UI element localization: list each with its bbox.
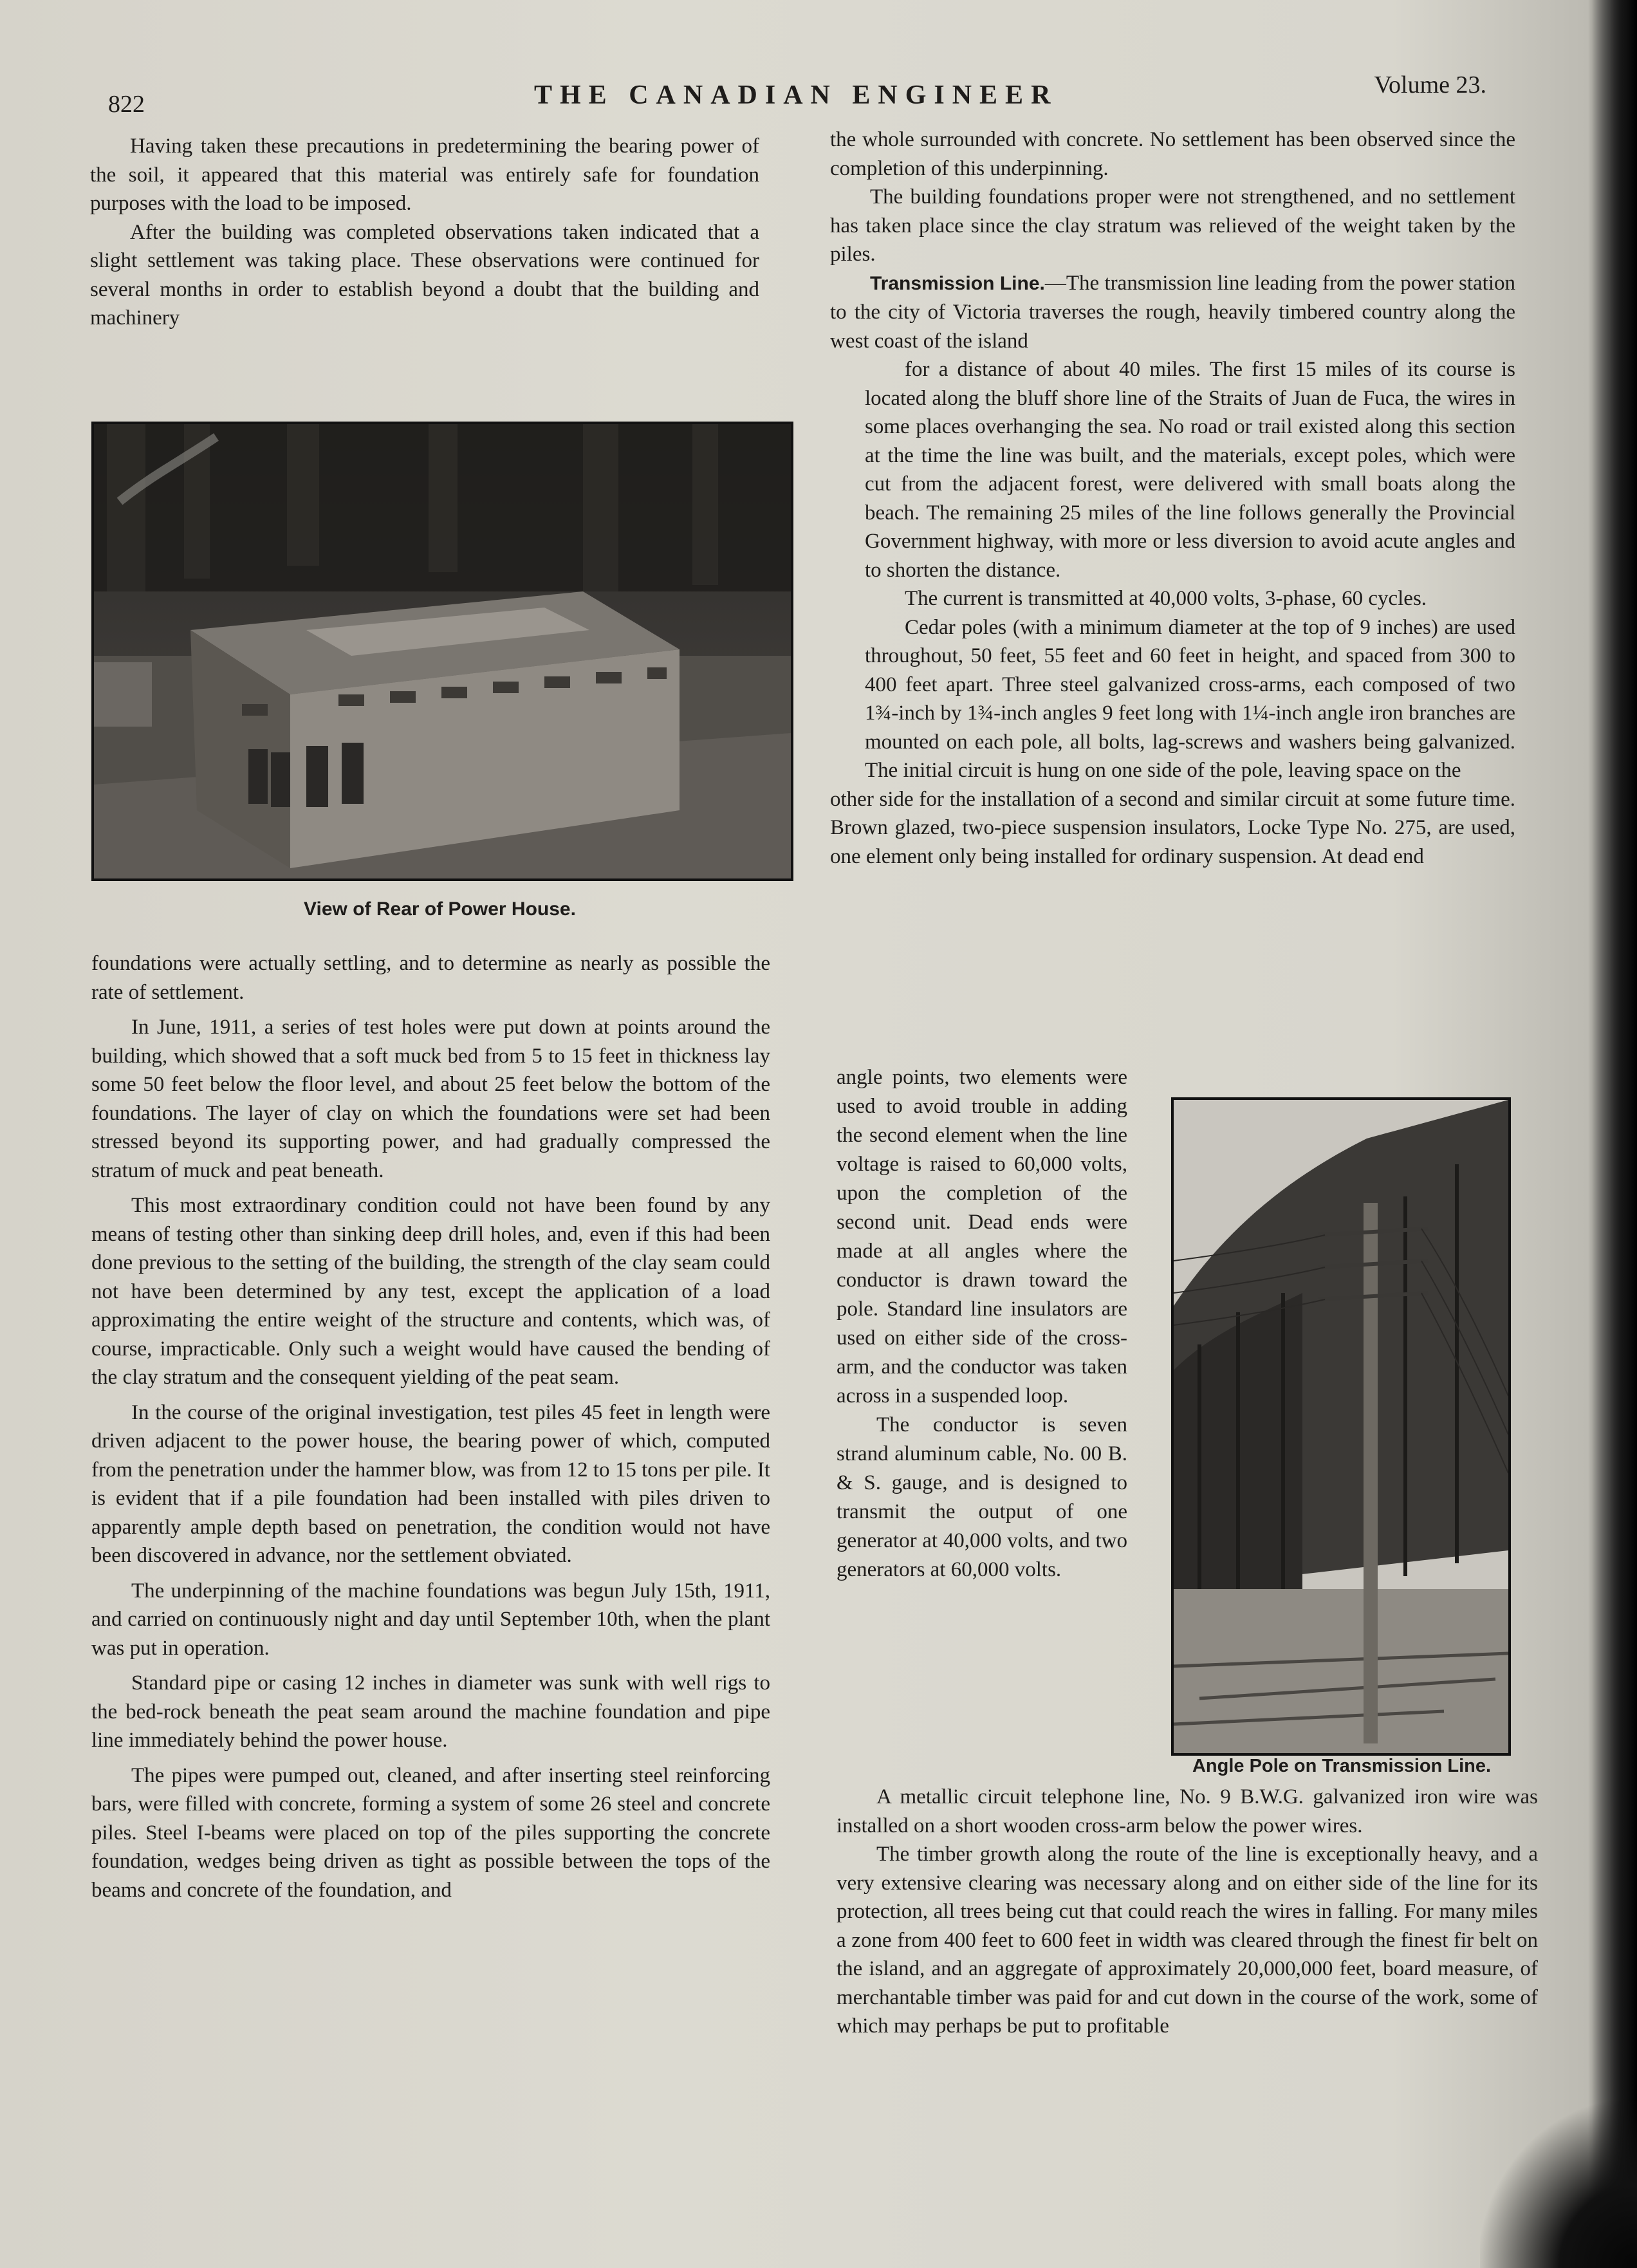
paragraph: angle points, two elements were used to avoid trouble in adding the second element when the line voltage is raised to 60,000 volts, upon the completion of the second unit. Dead ends were made at all angles where the conductor is drawn toward the pole. Standard line insulators are used on either side of the cross-arm, and the conductor was taken across in a suspended loop. bbox=[837, 1066, 1127, 1408]
corner-shadow bbox=[1480, 2101, 1637, 2268]
left-column-top bbox=[90, 132, 759, 333]
page-number: 822 bbox=[108, 91, 145, 118]
paragraph-transmission-line bbox=[830, 269, 1515, 356]
paragraph: The timber growth along the route of the line is exceptionally heavy, and a very extensive clearing was necessary along and on either side of the line for its protection, all trees being cut that could reach the wires in falling. For many miles a zone from 400 feet to 600 feet in width was cleared through the finest fir belt on the island, and an aggregate of approximately 20,000,000 feet, board measure, of merchantable timber was paid for and cut down in the course of the work, some of which may perhaps be put to profitable bbox=[837, 1843, 1538, 2038]
paragraph: This most extraordinary condition could not have been found by any means of testing other than sinking deep drill holes, and, even if this had been done previous to the setting of the building, the strength of the clay seam could not have been determined by any test, except the application of a load approximating the entire weight of the structure and contents, which was, of course, impracticable. Only such a weight would have caused the bending of the clay stratum and the consequent yielding of the peat seam. bbox=[91, 1194, 770, 1389]
angle-pole-illustration bbox=[1174, 1100, 1508, 1753]
right-column-narrow bbox=[837, 1063, 1127, 1585]
paragraph-text: —The transmission line leading from the power station to the city of Victoria traverses the rough, heavily timbered country along the west coast of the island bbox=[830, 271, 1516, 353]
paragraph: The pipes were pumped out, cleaned, and after inserting steel reinforcing bars, were filled with concrete, forming a system of some 26 steel and concrete piles. Steel I-beams were placed on top of the piles supporting the concrete foundation, wedges being driven as tight as possible between the tops of the beams and concrete of the foundation, and bbox=[91, 1763, 770, 1902]
hanging-indent-block bbox=[865, 355, 1515, 785]
paragraph: the whole surrounded with concrete. No settlement has been observed since the completion of this underpinning. bbox=[830, 128, 1515, 180]
paragraph: The current is transmitted at 40,000 volts, 3-phase, 60 cycles. bbox=[905, 587, 1427, 610]
paragraph: The underpinning of the machine foundations was begun July 15th, 1911, and carried on continuously night and day until September 10th, when the plant was put in operation. bbox=[91, 1579, 770, 1660]
paragraph: After the building was completed observations taken indicated that a slight settlement was taking place. These observations were continued for several months in order to establish beyond a doubt that the building and machinery bbox=[90, 220, 759, 330]
power-house-photo bbox=[91, 422, 793, 881]
figure-caption: Angle Pole on Transmission Line. bbox=[1192, 1756, 1492, 1776]
figure-caption: View of Rear of Power House. bbox=[304, 898, 576, 920]
paragraph: The building foundations proper were not strengthened, and no settlement has taken place since the clay stratum was relieved of the weight taken by the piles. bbox=[830, 185, 1515, 266]
paragraph: A metallic circuit telephone line, No. 9 B.W.G. galvanized iron wire was installed on a short wooden cross-arm below the power wires. bbox=[837, 1785, 1538, 1837]
page-edge-shadow bbox=[1592, 0, 1637, 2268]
paragraph: foundations were actually settling, and to determine as nearly as possible the rate of settlement. bbox=[91, 952, 770, 1004]
paragraph: The conductor is seven strand aluminum cable, No. 00 B. & S. gauge, and is designed to transmit the output of one generator at 40,000 volts, and two generators at 60,000 volts. bbox=[837, 1413, 1127, 1581]
paragraph: In June, 1911, a series of test holes were put down at points around the building, which showed that a soft muck bed from 5 to 15 feet in thickness lay some 50 feet below the floor level, and about 25 feet below the bottom of the foundations. The layer of clay on which the foundations were set had been stressed beyond its supporting power, and had gradually compressed the stratum of muck and peat beneath. bbox=[91, 1016, 770, 1182]
section-heading: Transmission Line. bbox=[870, 272, 1045, 294]
running-header bbox=[97, 71, 1486, 122]
right-column-bottom bbox=[837, 1783, 1538, 2041]
left-column-bottom bbox=[91, 949, 770, 1904]
paragraph: for a distance of about 40 miles. The first 15 miles of its course is located along the bluff shore line of the Straits of Juan de Fuca, the wires in some places overhanging the sea. No road or trail existed along this section at the time the line was built, and the materials, except poles, which were cut from the adjacent forest, were delivered with small boats along the beach. The remaining 25 miles of the line follows generally the Provincial Government highway, with more or less diversion to avoid acute angles and to shorten the distance. bbox=[865, 358, 1515, 582]
paragraph: other side for the installation of a second and similar circuit at some future time. Brown glazed, two-piece suspension insulators, Locke Type No. 275, are used, one element only being installed for ordinary suspension. At dead end bbox=[830, 787, 1515, 868]
paragraph: Standard pipe or casing 12 inches in diameter was sunk with well rigs to the bed-rock beneath the peat seam around the machine foundation and pipe line immediately behind the power house. bbox=[91, 1671, 770, 1752]
volume-label: Volume 23. bbox=[1374, 71, 1486, 98]
journal-title: THE CANADIAN ENGINEER bbox=[534, 80, 1059, 110]
paragraph: In the course of the original investigation, test piles 45 feet in length were driven adjacent to the power house, the bearing power of which, computed from the penetration under the hammer blow, was from 12 to 15 tons per pile. It is evident that if a pile foundation had been installed with piles driven to apparently ample depth based on penetration, the condition would not have been discovered in advance, nor the settlement obviated. bbox=[91, 1400, 770, 1567]
paragraph: Having taken these precautions in predetermining the bearing power of the soil, it appeared that this material was entirely safe for foundation purposes with the load to be imposed. bbox=[90, 135, 759, 215]
angle-pole-photo bbox=[1171, 1097, 1511, 1756]
paragraph: Cedar poles (with a minimum diameter at the top of 9 inches) are used throughout, 50 feet, 55 feet and 60 feet in height, and spaced from 300 to 400 feet apart. Three steel galvanized cross-arms, each composed of two 1¾-inch by 1¾-inch angles 9 feet long with 1¼-inch angle iron branches are mounted on each pole, all bolts, lag-screws and washers being galvanized. The initial circuit is hung on one side of the pole, leaving space on the bbox=[865, 615, 1515, 782]
power-house-illustration bbox=[94, 424, 791, 878]
right-column-top bbox=[830, 125, 1515, 871]
